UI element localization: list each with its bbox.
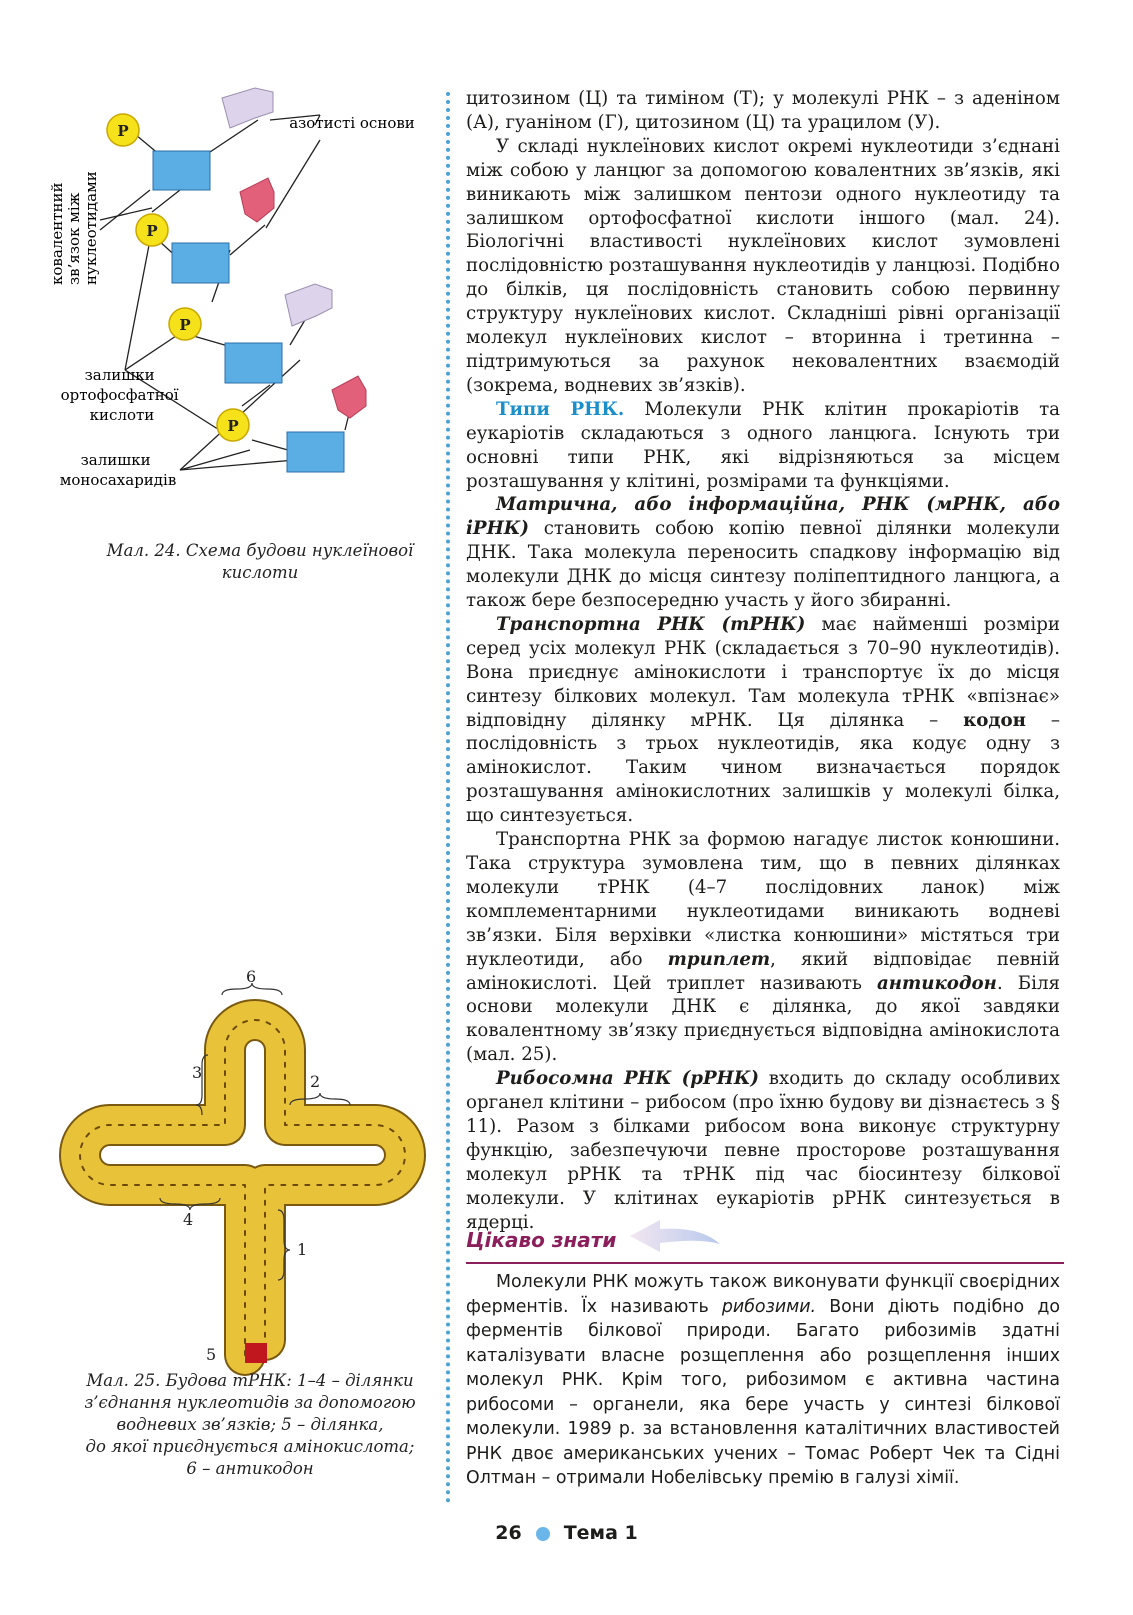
paragraph: Транспортна РНК (тРНК) має найменші розміри серед усіх молекул РНК (складається з 70–90 нуклеотидів). Вона приєднує амінокислоти і транспортує їх до місця синтезу білкових молекул. Там молекула тРНК «впізнає» відповідну ділянку мРНК. Ця ділянка – кодон – послідовність з трьох нуклеотидів, яка кодує одну з амінокислот. Таким чином визначається порядок розташування амінокислотних залишків у молекулі білка, що синтезується. <box>466 613 1061 827</box>
phosphate-label: P <box>227 417 239 435</box>
phosphate-label: P <box>146 222 158 240</box>
svg-text:1: 1 <box>297 1240 308 1259</box>
figure-24-caption: Мал. 24. Схема будови нуклеїнової кислоти <box>106 541 414 582</box>
term-triplet: триплет <box>667 948 771 970</box>
rna-types-heading: Типи РНК. <box>496 398 625 420</box>
box-rule <box>466 1262 1064 1264</box>
paragraph: У складі нуклеїнових кислот окремі нуклеотиди з’єднані між собою у ланцюг за допомогою ковалентних зв’язків, які виникають між залишком пентози одного нуклеотиду та залишком ортофосфатної кислоти іншого (мал. 24). Біологічні властивості нуклеїнових кислот зумовлені послідовністю розташування нуклеотидів у ланцюзі. Подібно до білків, ця послідовність становить собою первинну структуру нуклеїнових кислот. Складніші рівні організації молекул нуклеїнових кислот – вторинна і третинна – підтримуються за рахунок нековалентних взаємодій (зокрема, водневих зв’язків). <box>466 135 1060 396</box>
did-you-know-title: Цікаво знати <box>466 1228 617 1252</box>
bullet-icon <box>536 1527 550 1541</box>
page-number: 26 <box>495 1522 522 1544</box>
term-anticodon: антикодон <box>876 972 997 994</box>
svg-text:5: 5 <box>206 1345 217 1364</box>
column-divider <box>446 92 450 1504</box>
term-trna: Транспортна РНК (тРНК) <box>496 613 806 635</box>
paragraph: Матрична, або інформаційна, РНК (мРНК, або іРНК) становить собою копію певної ділянки молекули ДНК. Така молекула переносить спадкову інформацію від молекули ДНК до місця синтезу поліпептидного ланцюга, а також бере безпосередню участь у його збиранні. <box>466 494 1060 612</box>
term-codon: кодон <box>963 709 1026 731</box>
arrow-icon <box>620 1214 730 1258</box>
topic-label: Тема 1 <box>563 1522 638 1544</box>
nucleic-acid-diagram <box>40 80 440 510</box>
phosphate-label: P <box>117 122 129 140</box>
term-mrna: Матрична, або інформаційна, РНК (мРНК, або іРНК) <box>466 494 1060 540</box>
phosphate-label: P <box>179 316 191 334</box>
svg-text:2: 2 <box>310 1072 321 1091</box>
svg-text:6: 6 <box>246 967 257 986</box>
svg-text:4: 4 <box>183 1210 194 1229</box>
paragraph: Рибосомна РНК (рРНК) входить до складу особливих органел клітини – рибосом (про їхню будову ви дізнаєтесь з § 11). Разом з білками рибосом вона виконує структурну функцію, забезпечуючи певне просторове розташування молекул рРНК та тРНК під час біосинтезу білкової молекули. У клітинах еукаріотів рРНК синтезується в ядерці. <box>466 1068 1061 1233</box>
bases-label: азотисті основи <box>289 114 415 132</box>
main-text <box>466 87 1060 1235</box>
trna-cloverleaf-diagram <box>40 960 440 1390</box>
paragraph: Типи РНК. Молекули РНК клітин прокаріотів та еукаріотів складаються з одного ланцюга. Існують три основні типи РНК, які відрізняються за місцем розташування у клітині, розмірами та функціями. <box>466 398 1060 492</box>
term-ribozymes: рибозими. <box>721 1296 817 1317</box>
figure-25-caption: Мал. 25. Будова тРНК: 1–4 – ділянки з’єднання нуклеотидів за допомогою водневих зв’язків; 5 – ділянка, до якої приєднується амінокислота; 6 – антикодон <box>84 1371 416 1478</box>
bond-label: ковалентний зв’язок між нуклеотидами <box>48 171 100 285</box>
page-footer <box>0 1522 1133 1544</box>
phosphate-residue-label: залишки ортофосфатної кислоти <box>60 366 179 424</box>
did-you-know-text: Молекули РНК можуть також виконувати функції своєрідних ферментів. Їх називають рибозими. Вони діють подібно до ферментів білкової природи. Багато рибозимів здатні каталізувати власне розщеплення або розщеплення інших молекул РНК. Крім того, рибозимом є активна частина рибосоми – органели, яка бере участь у синтезі білкової молекули. 1989 р. за встановлення каталітичних властивостей РНК двоє американських учених – Томас Роберт Чек та Сідні Олтман – отримали Нобелівську премію в галузі хімії. <box>466 1272 1060 1488</box>
paragraph: Транспортна РНК за формою нагадує листок конюшини. Така структура зумовлена тим, що в певних ділянках молекули тРНК (4–7 послідовних ланок) між комплементарними нуклеотидами виникають водневі зв’язки. Біля верхівки «листка конюшини» містяться три нуклеотиди, або триплет, який відповідає певній амінокислоті. Цей триплет називають антикодон. Біля основи молекули ДНК є ділянка, до якої завдяки ковалентному зв’язку приєднується відповідна амінокислота (мал. 25). <box>466 829 1060 1066</box>
term-rrna: Рибосомна РНК (рРНК) <box>496 1068 760 1090</box>
left-column <box>40 80 440 1500</box>
paragraph: цитозином (Ц) та тиміном (Т); у молекулі РНК – з аденіном (А), гуаніном (Г), цитозином (Ц) та урацилом (У). <box>466 88 1060 133</box>
sugar-residue-label: залишки моносахаридів <box>59 451 177 489</box>
svg-text:3: 3 <box>192 1063 203 1082</box>
